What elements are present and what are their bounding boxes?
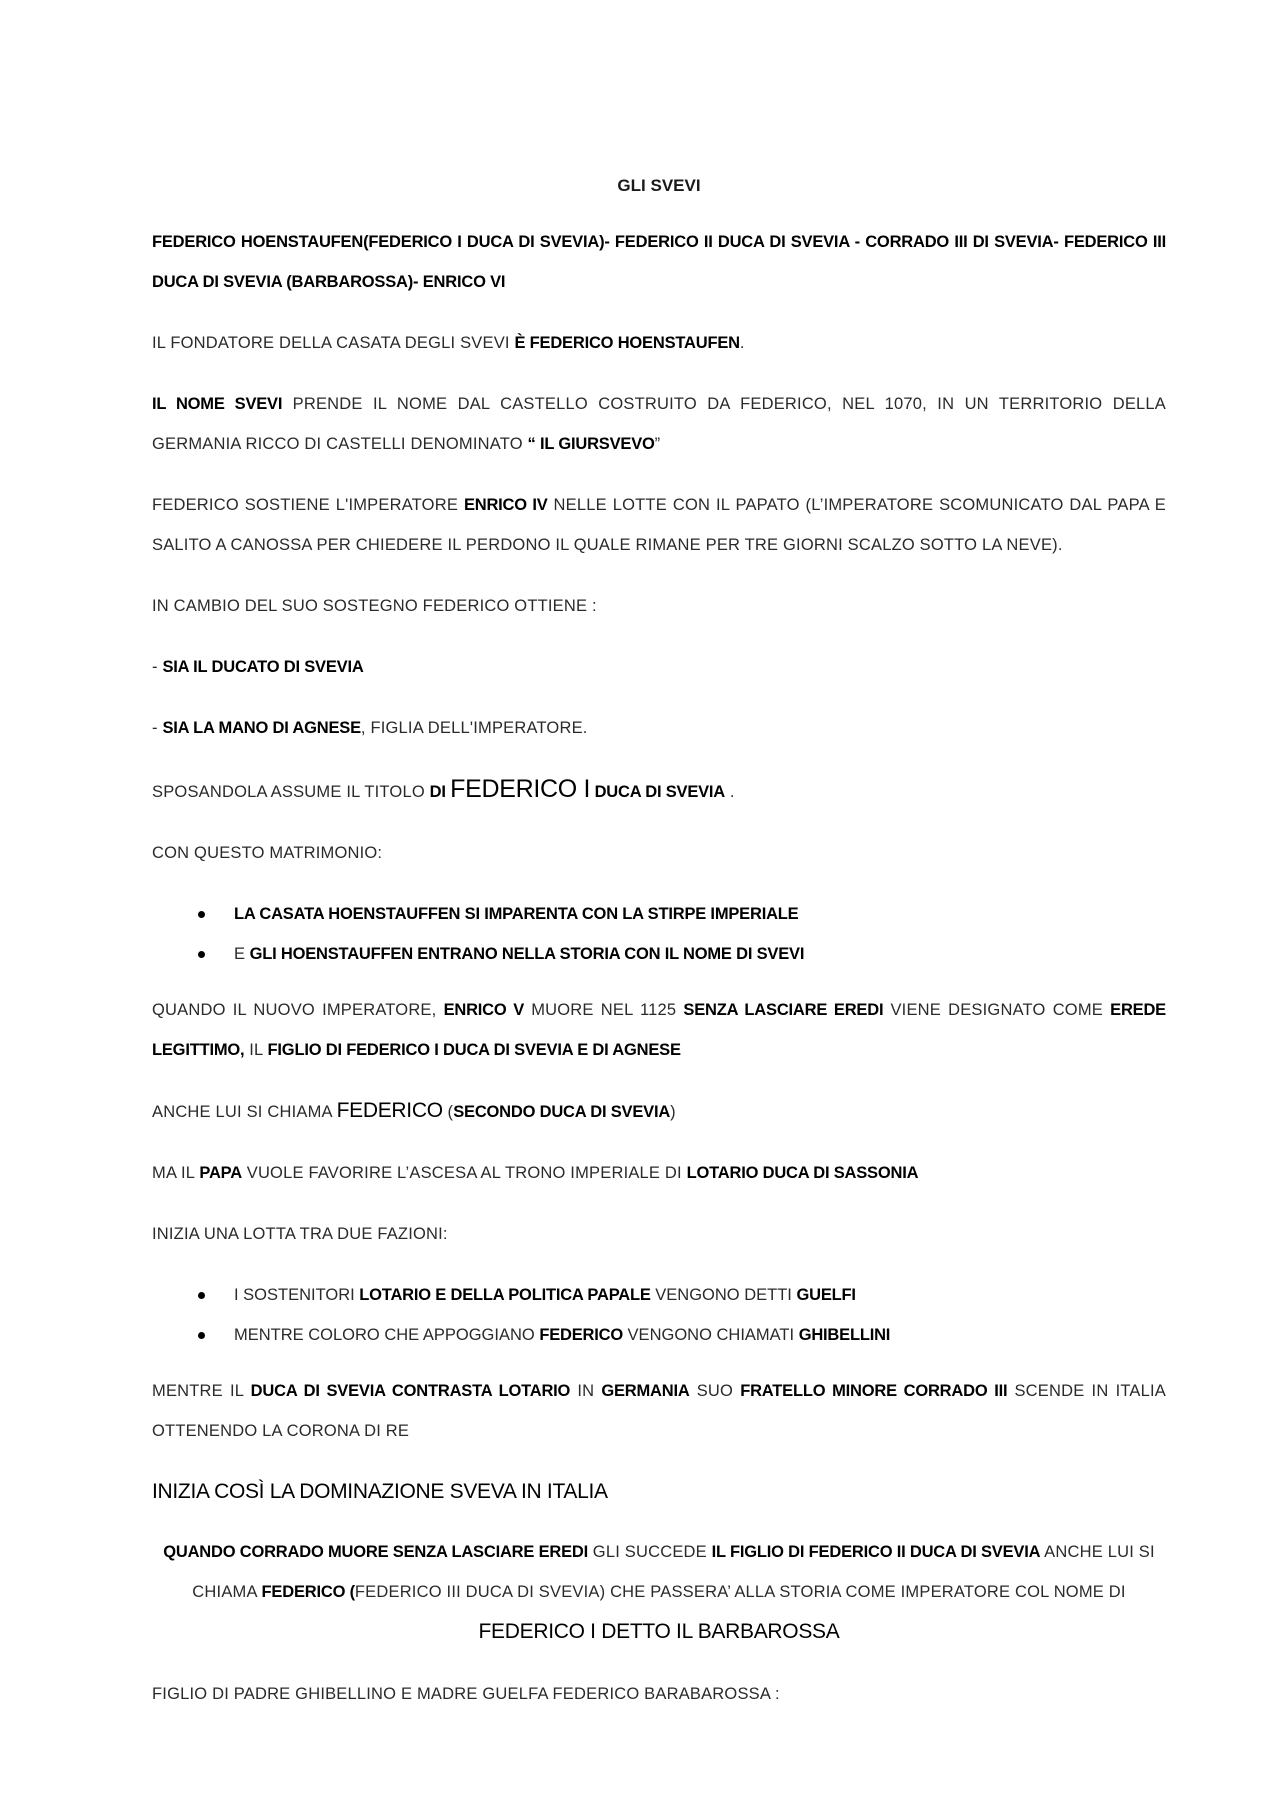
- bullet-icon: [198, 1332, 205, 1339]
- paragraph-papa: MA IL PAPA VUOLE FAVORIRE L’ASCESA AL TRONO IMPERIALE DI LOTARIO DUCA DI SASSONIA: [152, 1164, 919, 1182]
- paragraph-sposandola: SPOSANDOLA ASSUME IL TITOLO DI FEDERICO I DUCA DI SVEVIA .: [152, 775, 735, 803]
- section-heading: INIZIA COSÌ LA DOMINAZIONE SVEVA IN ITALIA: [152, 1480, 608, 1503]
- bullet-list-fazioni: [152, 1275, 1166, 1355]
- list-item: E GLI HOENSTAUFFEN ENTRANO NELLA STORIA CON IL NOME DI SVEVI: [152, 934, 1166, 974]
- paragraph-figlio: FIGLIO DI PADRE GHIBELLINO E MADRE GUELFA FEDERICO BARABAROSSA :: [152, 1685, 780, 1703]
- paragraph-fazioni: INIZIA UNA LOTTA TRA DUE FAZIONI:: [152, 1225, 448, 1243]
- list-item: LA CASATA HOENSTAUFFEN SI IMPARENTA CON LA STIRPE IMPERIALE: [152, 894, 1166, 934]
- bullet-icon: [198, 951, 205, 958]
- paragraph-in-cambio: IN CAMBIO DEL SUO SOSTEGNO FEDERICO OTTIENE :: [152, 597, 597, 615]
- paragraph-name-origin: IL NOME SVEVI PRENDE IL NOME DAL CASTELLO COSTRUITO DA FEDERICO, NEL 1070, IN UN TERRITORIO DELLA GERMANIA RICCO DI CASTELLI DENOMINATO “ IL GIURSVEVO”: [152, 395, 1166, 453]
- list-item: I SOSTENITORI LOTARIO E DELLA POLITICA PAPALE VENGONO DETTI GUELFI: [152, 1275, 1166, 1315]
- paragraph-enrico-v: QUANDO IL NUOVO IMPERATORE, ENRICO V MUORE NEL 1125 SENZA LASCIARE EREDI VIENE DESIGNATO COME EREDE LEGITTIMO, IL FIGLIO DI FEDERICO I DUCA DI SVEVIA E DI AGNESE: [152, 1001, 1166, 1059]
- paragraph-lineage: [152, 222, 1166, 302]
- paragraph-federico-secondo: ANCHE LUI SI CHIAMA FEDERICO (SECONDO DUCA DI SVEVIA): [152, 1099, 676, 1122]
- paragraph-founder: IL FONDATORE DELLA CASATA DEGLI SVEVI È FEDERICO HOENSTAUFEN.: [152, 334, 745, 352]
- paragraph-barbarossa: QUANDO CORRADO MUORE SENZA LASCIARE EREDI GLI SUCCEDE IL FIGLIO DI FEDERICO II DUCA DI SVEVIA ANCHE LUI SI CHIAMA FEDERICO (FEDERICO III DUCA DI SVEVIA) CHE PASSERA’ ALLA STORIA COME IMPERATORE COL NOME DI FEDERICO I DETTO IL BARBAROSSA: [163, 1543, 1155, 1643]
- paragraph-agnese: - SIA LA MANO DI AGNESE, FIGLIA DELL'IMPERATORE.: [152, 719, 588, 737]
- bullet-icon: [198, 911, 205, 918]
- bullet-icon: [198, 1292, 205, 1299]
- paragraph-ducato: - SIA IL DUCATO DI SVEVIA: [152, 658, 364, 676]
- paragraph-corrado: MENTRE IL DUCA DI SVEVIA CONTRASTA LOTARIO IN GERMANIA SUO FRATELLO MINORE CORRADO III SCENDE IN ITALIA OTTENENDO LA CORONA DI RE: [152, 1382, 1166, 1440]
- paragraph-enrico-iv: FEDERICO SOSTIENE L'IMPERATORE ENRICO IV NELLE LOTTE CON IL PAPATO (L’IMPERATORE SCOMUNICATO DAL PAPA E SALITO A CANOSSA PER CHIEDERE IL PERDONO IL QUALE RIMANE PER TRE GIORNI SCALZO SOTTO LA NEVE).: [152, 496, 1166, 554]
- lineage-text: FEDERICO HOENSTAUFEN(FEDERICO I DUCA DI SVEVIA)- FEDERICO II DUCA DI SVEVIA - CORRADO III DI SVEVIA- FEDERICO III DUCA DI SVEVIA (BARBAROSSA)- ENRICO VI: [152, 233, 1166, 291]
- bullet-list-matrimonio: [152, 894, 1166, 974]
- paragraph-matrimonio: CON QUESTO MATRIMONIO:: [152, 844, 383, 862]
- list-item: MENTRE COLORO CHE APPOGGIANO FEDERICO VENGONO CHIAMATI GHIBELLINI: [152, 1315, 1166, 1355]
- document-title: GLI SVEVI: [617, 176, 701, 195]
